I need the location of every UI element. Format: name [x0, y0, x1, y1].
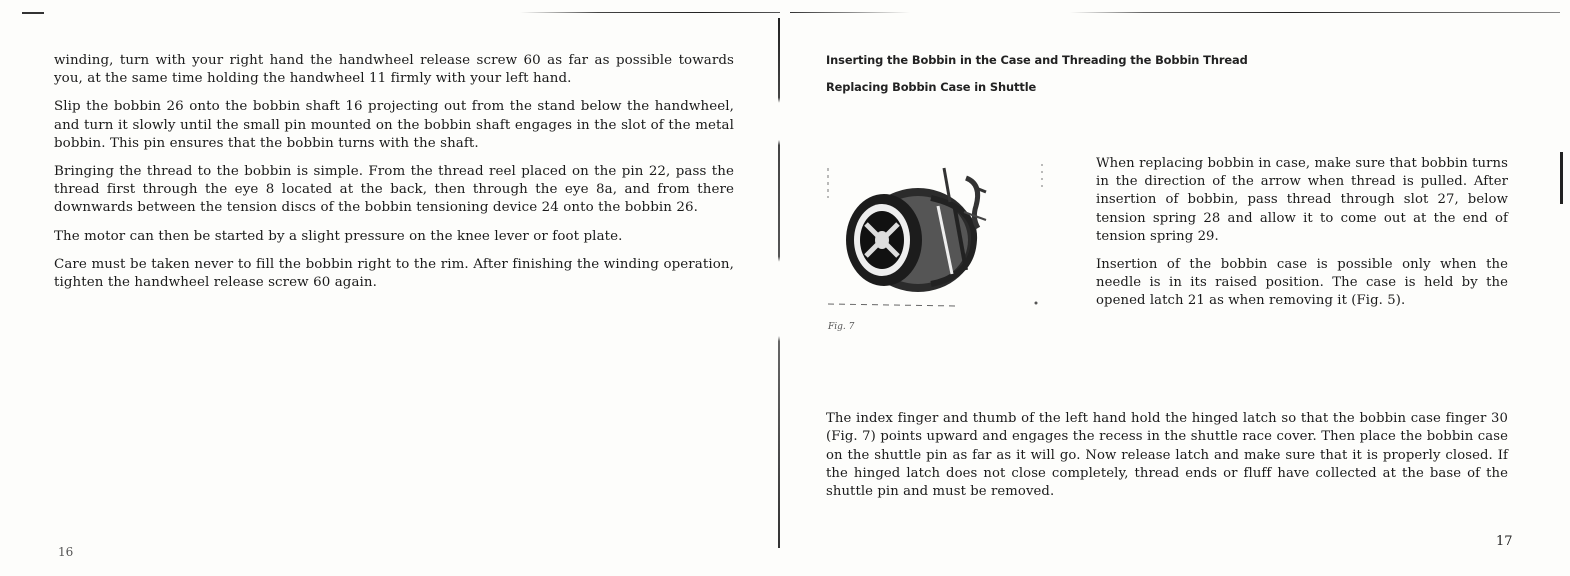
- page-number-right: 17: [1496, 534, 1513, 549]
- right-page: [826, 0, 1516, 576]
- left-page: [54, 52, 734, 302]
- right-bottom-paragraph: The index finger and thumb of the left hand hold the hinged latch so that the bobbin case finger 30 (Fig. 7) points upward and engages the recess in the shuttle race cover. Then place the bobbin case on the shuttle pin as far as it will go. Now release latch and make sure that it is properly closed. If the hinged latch does not close completely, thread ends or fluff have collected at the base of the shuttle pin and must be removed.: [826, 411, 1508, 500]
- left-paragraph-5: Care must be taken never to fill the bobbin right to the rim. After finishing the winding operation, tighten the handwheel release screw 60 again.: [54, 256, 734, 291]
- scan-line: [520, 12, 780, 13]
- right-text-column: [1096, 155, 1508, 321]
- page-number-left: 16: [58, 545, 74, 559]
- left-paragraph-3: Bringing the thread to the bobbin is simple. From the thread reel placed on the pin 22, pass the thread first through the eye 8 located at the back, then through the eye 8a, and from there downwards between the tension discs of the bobbin tensioning device 24 onto the bobbin 26.: [54, 164, 734, 216]
- subsection-heading: Replacing Bobbin Case in Shuttle: [826, 80, 1037, 94]
- section-heading: Inserting the Bobbin in the Case and Threading the Bobbin Thread: [826, 53, 1248, 67]
- left-paragraph-2: Slip the bobbin 26 onto the bobbin shaft 16 projecting out from the stand below the handwheel, and turn it slowly until the small pin mounted on the bobbin shaft engages in the slot of the metal bobbin. This pin ensures that the bobbin turns with the shaft.: [54, 99, 734, 151]
- page-gutter: [778, 18, 780, 548]
- bobbin-case-illustration: [826, 158, 1056, 316]
- scan-edge-mark: [1560, 152, 1563, 204]
- scan-mark: [22, 12, 44, 14]
- figure-caption: Fig. 7: [828, 322, 855, 332]
- left-paragraph-1: winding, turn with your right hand the handwheel release screw 60 as far as possible towards you, at the same time holding the handwheel 11 firmly with your left hand.: [54, 53, 734, 87]
- bobbin-case-figure: [826, 158, 1056, 316]
- right-paragraph-1: When replacing bobbin in case, make sure that bobbin turns in the direction of the arrow when thread is pulled. After insertion of bobbin, pass thread through slot 27, below tension spring 28 and allow it to come out at the end of tension spring 29.: [1096, 156, 1508, 244]
- section-headings: [826, 47, 1426, 101]
- right-paragraph-2: Insertion of the bobbin case is possible only when the needle is in its raised position. The case is held by the opened latch 21 as when removing it (Fig. 5).: [1096, 257, 1508, 309]
- left-paragraph-4: The motor can then be started by a slight pressure on the knee lever or foot plate.: [54, 228, 623, 244]
